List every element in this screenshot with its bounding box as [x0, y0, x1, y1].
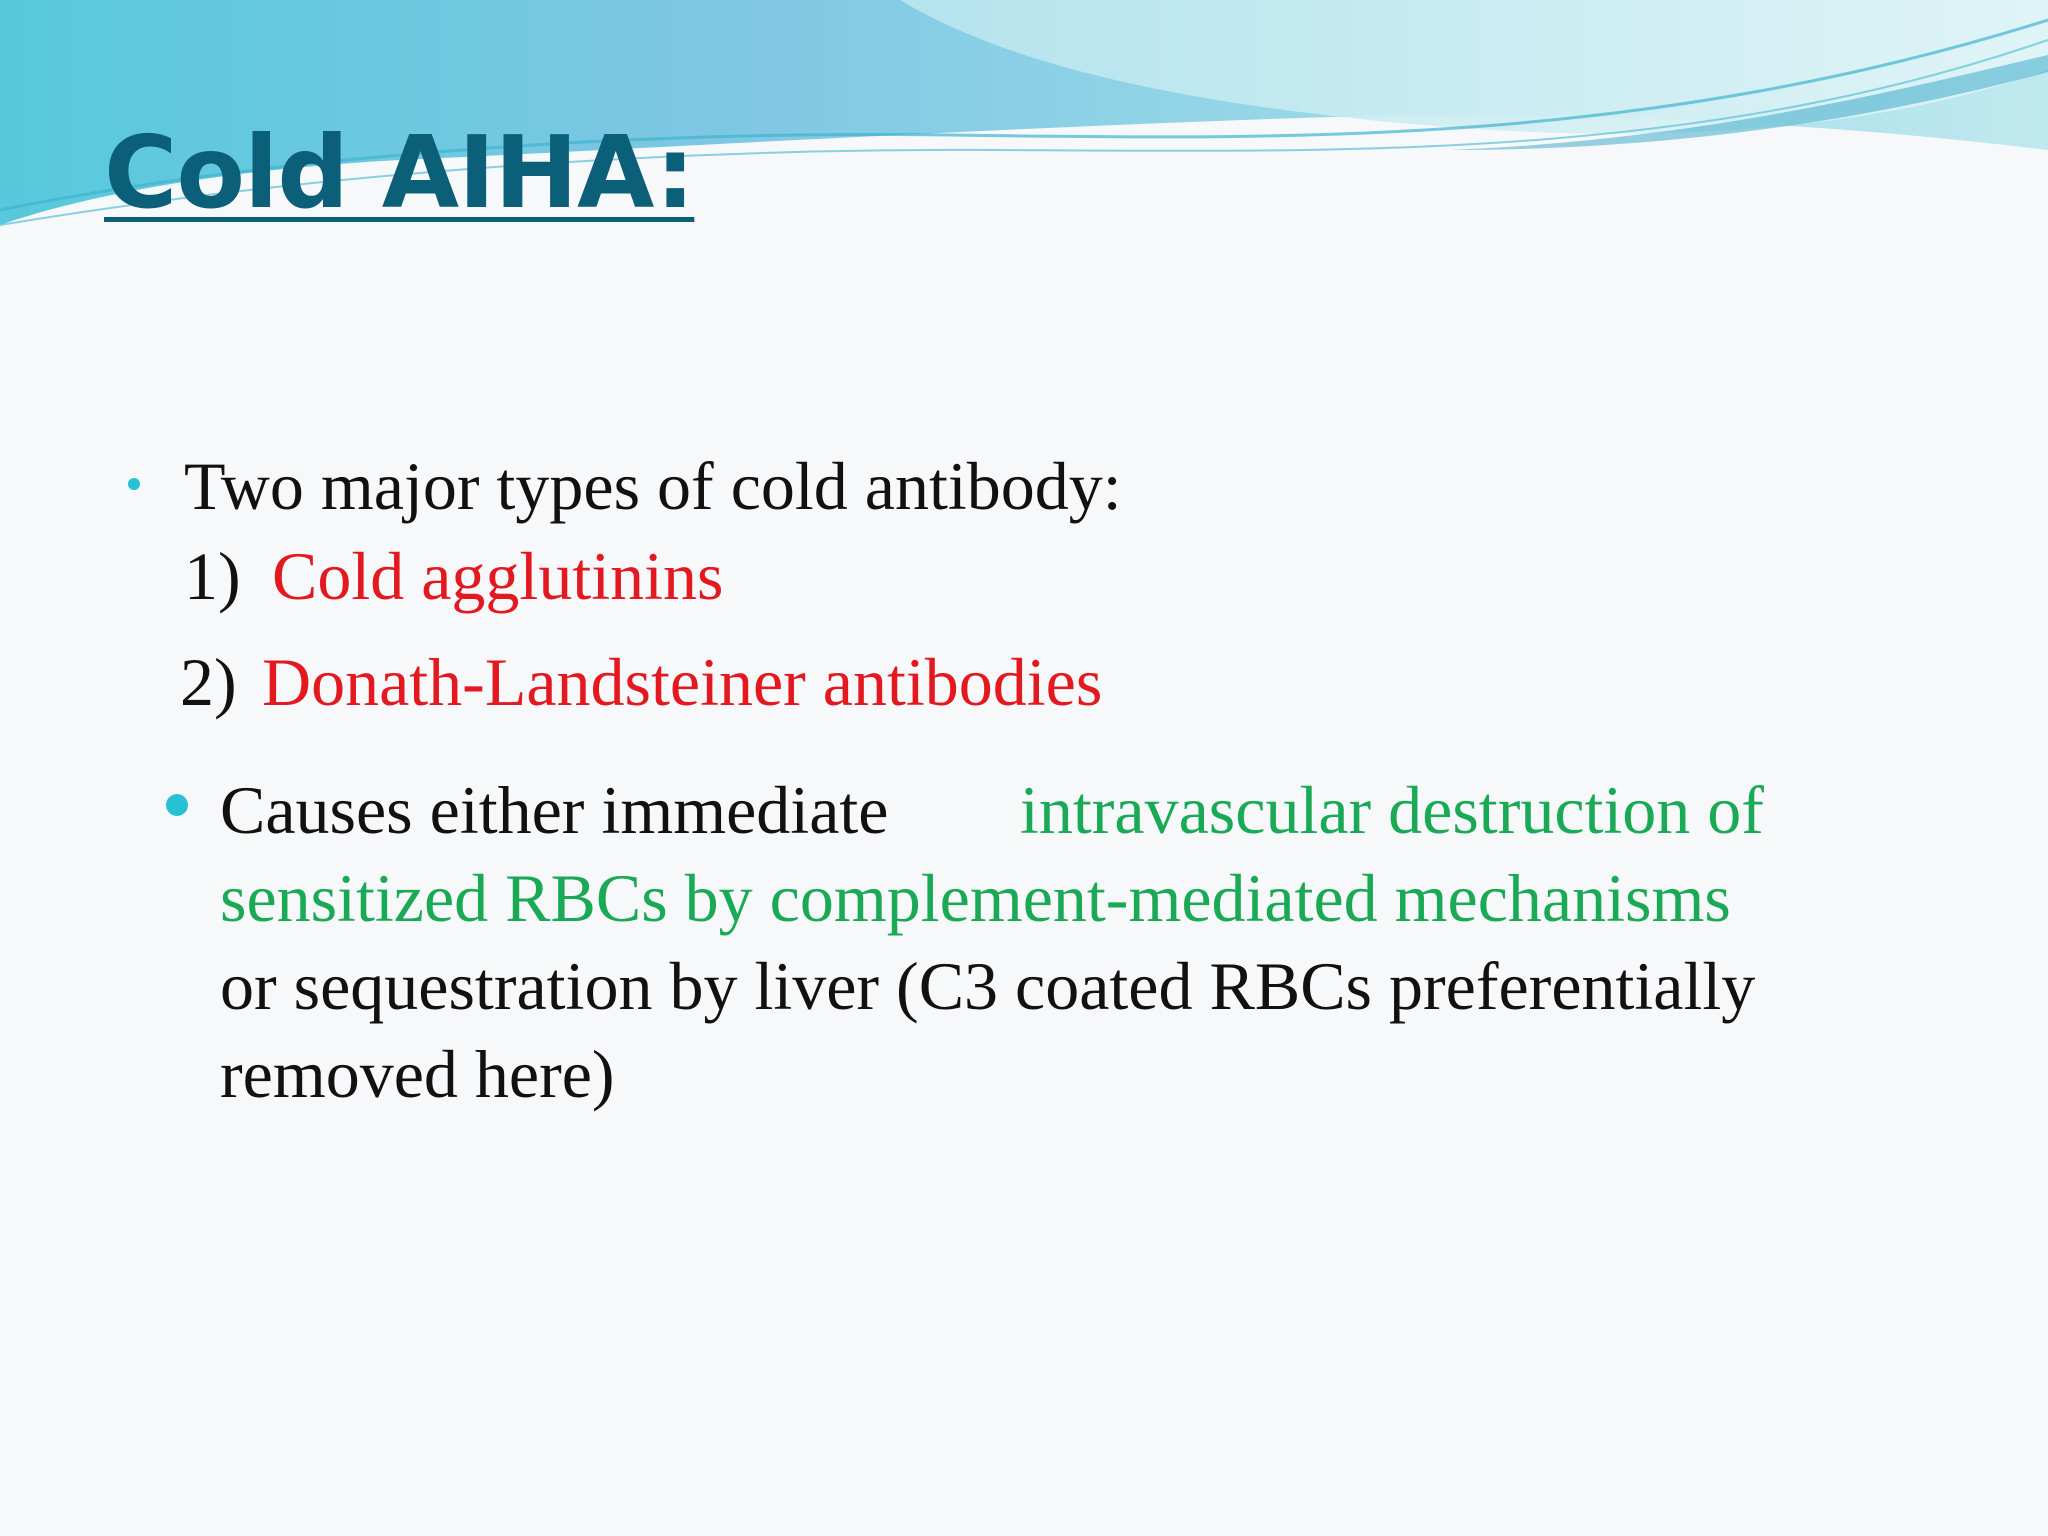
slide-title: Cold AIHA:	[104, 114, 695, 231]
bullet-2-green-line1: intravascular destruction of	[1020, 772, 1764, 848]
bullet-2-line3: or sequestration by liver (C3 coated RBCs preferentially	[220, 948, 1756, 1024]
bullet-2-line4: removed here)	[220, 1036, 615, 1112]
item-2-label: Donath-Landsteiner antibodies	[262, 644, 1103, 720]
item-2-number: 2)	[180, 644, 237, 720]
bullet-icon	[166, 794, 188, 816]
bullet-1-text: Two major types of cold antibody:	[184, 448, 1122, 524]
bullet-2-part1: Causes either immediate	[220, 772, 889, 848]
item-1-label: Cold agglutinins	[272, 538, 724, 614]
bullet-2-green-line2: sensitized RBCs by complement-mediated mechanisms	[220, 860, 1731, 936]
bullet-icon	[128, 478, 140, 490]
item-1-number: 1)	[184, 538, 241, 614]
